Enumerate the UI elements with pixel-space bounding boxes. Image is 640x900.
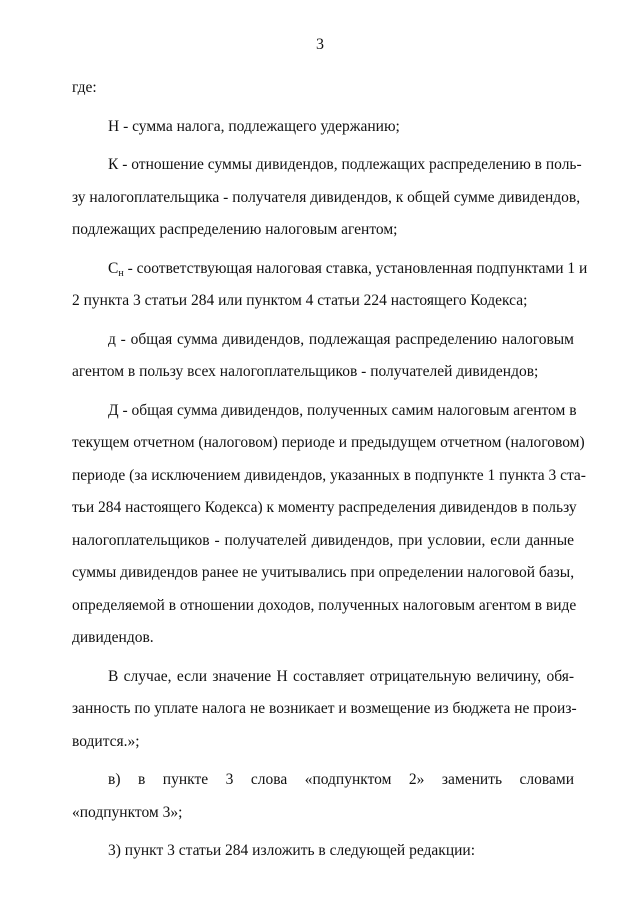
definition-d-capital-line: дивидендов.	[72, 629, 154, 646]
definition-k-line: подлежащих распределению налоговым агентом;	[72, 221, 398, 238]
definition-h: Н - сумма налога, подлежащего удержанию;	[108, 117, 400, 135]
page-number: 3	[316, 36, 324, 53]
definition-d-capital-line: тьи 284 настоящего Кодекса) к моменту распределения дивидендов в пользу	[72, 499, 577, 516]
where-label: где:	[72, 79, 97, 96]
definition-d-capital-line: Д - общая сумма дивидендов, полученных самим налоговым агентом в	[108, 401, 577, 419]
definition-d-capital	[72, 401, 586, 661]
definition-k	[72, 155, 582, 253]
definition-d-capital-line: текущем отчетном (налоговом) периоде и предыдущем отчетном (налоговом)	[72, 434, 585, 451]
page-content	[72, 78, 588, 874]
definition-sn	[72, 259, 588, 324]
sn-subscript: н	[118, 267, 124, 279]
definition-d-capital-line: периоде (за исключением дивидендов, указанных в подпункте 1 пункта 3 ста-	[72, 466, 586, 484]
item-v-paragraph	[72, 770, 574, 835]
sn-text: - соответствующая налоговая ставка, установленная подпунктами 1 и	[123, 259, 588, 277]
definition-d-capital-line: суммы дивидендов ранее не учитывались при определении налоговой базы,	[72, 564, 575, 581]
item-v-line: «подпунктом 3»;	[72, 803, 183, 821]
item-3-paragraph: 3) пункт 3 статьи 284 изложить в следующей редакции:	[108, 842, 476, 859]
definition-d-small	[72, 330, 574, 395]
item-v-line: в) в пункте 3 слова «подпунктом 2» заменить словами	[108, 771, 574, 788]
definition-sn-line	[72, 259, 588, 292]
definition-d-capital-line: определяемой в отношении доходов, полученных налоговым агентом в виде	[72, 596, 577, 614]
definition-k-line: К - отношение суммы дивидендов, подлежащих распределению в поль-	[108, 156, 582, 173]
sn-symbol: С	[108, 259, 119, 277]
negative-case-paragraph	[72, 667, 577, 765]
definition-d-line: агентом в пользу всех налогоплательщиков - получателей дивидендов;	[72, 363, 539, 380]
definition-sn-line: 2 пункта 3 статьи 284 или пунктом 4 статьи 224 настоящего Кодекса;	[72, 292, 528, 309]
negative-case-line: занность по уплате налога не возникает и возмещение из бюджета не произ-	[72, 700, 577, 717]
definition-k-line: зу налогоплательщика - получателя дивидендов, к общей сумме дивидендов,	[72, 188, 581, 206]
definition-d-capital-line: налогоплательщиков - получателей дивидендов, при условии, если данные	[72, 531, 574, 549]
definition-d-line: д - общая сумма дивидендов, подлежащая распределению налоговым	[108, 330, 574, 348]
negative-case-line: водится.»;	[72, 732, 140, 750]
negative-case-line: В случае, если значение Н составляет отрицательную величину, обя-	[108, 667, 574, 685]
